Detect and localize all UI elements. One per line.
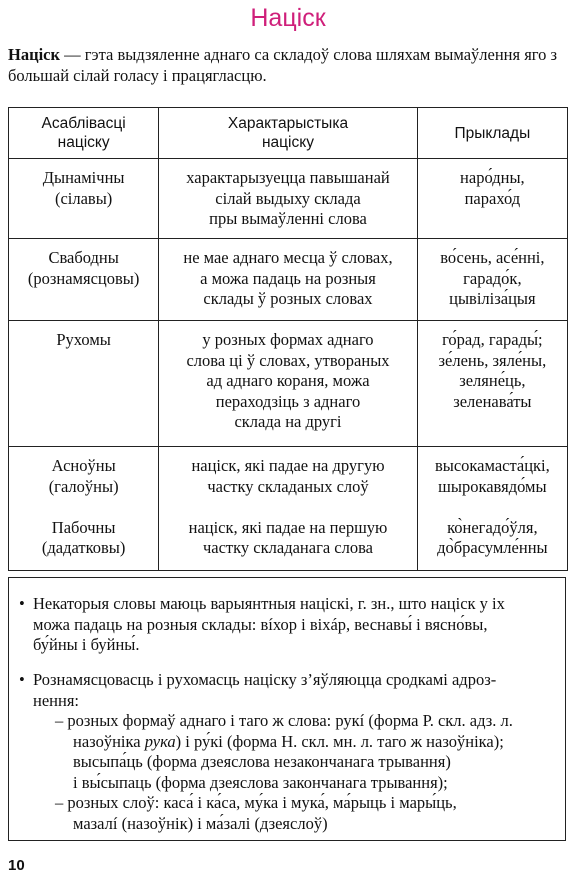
row-feature: Свабодны (рознамясцовы): [9, 239, 159, 321]
row-examples: высокамаста́цкі, шырокавядо́мы ко̀негадо́ўля, до̀брасумле́нны: [417, 447, 567, 571]
table-row: [9, 447, 568, 571]
row-examples: во́сень, асе́нні, гарадо́к, цывіліза́цыя: [417, 239, 567, 321]
row-examples: го́рад, гарады́; зе́лень, зяле́ны, зеляне́ць, зеленава́ты: [417, 321, 567, 447]
sub-item: – розных слоў: каса́ і ка́са, му́ка і мука́, ма́рыць і мары́ць,: [55, 793, 457, 812]
page-title: Націск: [250, 4, 326, 32]
row-feature: Рухомы: [9, 321, 159, 447]
notes-box: [8, 577, 566, 841]
header-features: Асаблівасці націску: [9, 108, 159, 159]
header-examples: Прыклады: [417, 108, 567, 159]
row-description: націск, які падае на другую частку складаных слоў націск, які падае на першую частку складанага слова: [159, 447, 417, 571]
stress-table: [8, 107, 568, 571]
definition: [8, 44, 568, 86]
page-number: 10: [8, 857, 25, 874]
sub-item: – розных формаў аднаго і таго ж слова: рукí (форма Р. скл. адз. л.: [55, 711, 513, 730]
note-item: • Некаторыя словы маюць варыянтныя націскі, г. зн., што націск у іх можа падаць на розныя склады: вíхор і віхáр, веснавы́ і вясно́вы, бу́йны і буйны́.: [19, 594, 505, 654]
bullet-icon: •: [19, 594, 25, 613]
table-row: [9, 159, 568, 239]
row-feature: Асноўны (галоўны) Пабочны (дадатковы): [9, 447, 159, 571]
row-examples: наро́дны, парахо́д: [417, 159, 567, 239]
row-feature: Дынамічны (сілавы): [9, 159, 159, 239]
row-description: не мае аднаго месца ў словах, а можа падаць на розныя склады ў розных словах: [159, 239, 417, 321]
table-header-row: [9, 108, 568, 159]
note-item: • Рознамясцовасць і рухомасць націску з’яўляюцца сродкамі адроз- нення: – розных формаў аднаго і таго ж слова: рукí (форма Р. скл. адз. л. назоўніка рука) і ру́кі (форма Н. скл. мн. л. таго ж назоўніка); высыпа́ць (форма дзеяслова незакончанага трывання) і вы́сыпаць (форма дзеяслова закончанага трывання); – розных слоў: каса́ і ка́са, му́ка і мука́, ма́рыць і мары́ць, мазалí (назоўнік) і ма́залі (дзеяслоў): [19, 670, 559, 834]
table-row: [9, 321, 568, 447]
bullet-icon: •: [19, 670, 25, 689]
row-description: у розных формах аднаго слова ці ў словах, утвораных ад аднаго кораня, можа пераходзіць з аднаго склада на другі: [159, 321, 417, 447]
definition-text: — гэта выдзяленне аднаго са складоў слова шляхам вымаўлення яго з большай сілай голасу і працягласцю.: [8, 45, 558, 85]
header-characteristics: Характарыстыка націску: [159, 108, 417, 159]
table-row: [9, 239, 568, 321]
definition-term: Націск: [8, 45, 61, 64]
row-description: характарызуецца павышанай сілай выдыху склада пры вымаўленні слова: [159, 159, 417, 239]
